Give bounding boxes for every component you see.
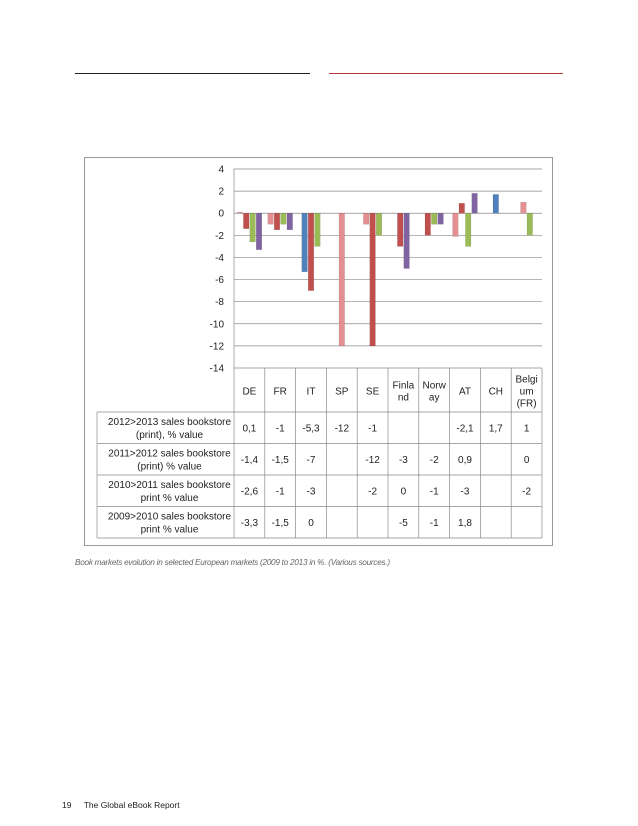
data-label: -1 — [275, 486, 285, 498]
header-rule-right — [329, 73, 563, 74]
data-label: -2 — [368, 486, 378, 498]
category-label: (FR) — [516, 398, 537, 410]
data-label: -5,3 — [302, 423, 320, 435]
bar — [397, 213, 403, 246]
data-label: 0 — [308, 517, 314, 529]
series-name: print % value — [140, 492, 199, 504]
category-label: Belgi — [515, 374, 538, 386]
series-name: 2010>2011 sales bookstore — [108, 479, 231, 491]
bar — [274, 213, 280, 230]
bar — [404, 213, 410, 268]
bar — [281, 213, 287, 224]
data-label: -1 — [368, 423, 378, 435]
bar — [339, 213, 345, 346]
bar — [302, 213, 308, 272]
category-label: Finla — [392, 380, 415, 392]
series-name: 2009>2010 sales bookstore — [107, 511, 232, 523]
category-label: FR — [273, 386, 287, 398]
series-name: 2011>2012 sales bookstore — [108, 448, 231, 460]
data-label: -2 — [429, 454, 439, 466]
series-name: print % value — [140, 524, 199, 536]
category-label: ay — [428, 392, 440, 404]
data-label: -3 — [398, 454, 408, 466]
data-label: 0,1 — [242, 423, 257, 435]
bar — [431, 213, 437, 224]
bar — [472, 193, 478, 213]
y-tick-label: -8 — [215, 297, 224, 309]
data-label: -2,6 — [240, 486, 259, 498]
data-label: -12 — [365, 454, 380, 466]
bar — [237, 212, 243, 213]
y-tick-label: 0 — [218, 208, 224, 220]
y-tick-label: -2 — [215, 230, 224, 242]
bar-chart — [85, 158, 554, 547]
data-label: -1 — [275, 423, 285, 435]
category-label: AT — [458, 386, 472, 398]
category-label: IT — [306, 386, 316, 398]
data-label: -2,1 — [456, 423, 474, 435]
data-label: -2 — [522, 486, 532, 498]
bar — [363, 213, 369, 224]
data-label: -1,5 — [271, 454, 289, 466]
bar — [376, 213, 382, 235]
category-label: nd — [397, 392, 409, 404]
bar — [256, 213, 262, 249]
category-label: SE — [365, 386, 380, 398]
data-label: -1 — [429, 517, 439, 529]
bar — [425, 213, 431, 235]
bar — [459, 203, 465, 213]
y-tick-label: -6 — [215, 275, 224, 287]
bar — [268, 213, 274, 224]
bar — [527, 213, 533, 235]
data-label: -1,4 — [240, 454, 259, 466]
data-label: 0,9 — [458, 454, 472, 466]
bar — [521, 202, 527, 213]
data-label: 1 — [523, 423, 530, 435]
series-name: (print) % value — [137, 461, 202, 473]
data-label: -3 — [460, 486, 470, 498]
data-label: -3,3 — [240, 517, 259, 529]
page-footer — [62, 800, 180, 810]
data-label: -7 — [306, 454, 316, 466]
data-label: 0 — [523, 454, 530, 466]
chart-frame — [84, 157, 553, 546]
bar — [370, 213, 376, 346]
series-name: 2012>2013 sales bookstore — [107, 416, 232, 428]
bar — [438, 213, 444, 224]
data-label: 1,8 — [458, 517, 472, 529]
data-label: -5 — [398, 517, 408, 529]
y-tick-label: -4 — [215, 252, 224, 264]
figure-caption: Book markets evolution in selected European markets (2009 to 2013 in %. (Various sources.) — [75, 558, 390, 567]
bar — [250, 213, 256, 242]
bar — [493, 194, 499, 213]
series-name: (print), % value — [135, 429, 204, 441]
y-tick-label: 4 — [218, 164, 224, 176]
y-tick-label: 2 — [218, 186, 224, 198]
category-label: Norw — [422, 380, 446, 392]
y-tick-label: -14 — [209, 363, 224, 375]
page-number: 19 — [62, 800, 72, 810]
data-label: 1,7 — [488, 423, 503, 435]
category-label: CH — [488, 386, 504, 398]
data-label: -3 — [306, 486, 316, 498]
bar — [243, 213, 249, 228]
data-label: 0 — [400, 486, 407, 498]
category-label: SP — [335, 386, 349, 398]
data-label: -1,5 — [271, 517, 289, 529]
bar — [287, 213, 293, 230]
category-label: DE — [242, 386, 257, 398]
y-tick-label: -12 — [209, 341, 224, 353]
report-title: The Global eBook Report — [83, 800, 180, 810]
category-label: um — [519, 386, 534, 398]
bar — [308, 213, 314, 290]
data-label: -12 — [334, 423, 350, 435]
data-label: -1 — [429, 486, 439, 498]
bar — [453, 213, 459, 236]
header-rule-left — [75, 73, 310, 74]
y-tick-label: -10 — [209, 319, 224, 331]
bar — [315, 213, 321, 246]
bar — [465, 213, 471, 246]
